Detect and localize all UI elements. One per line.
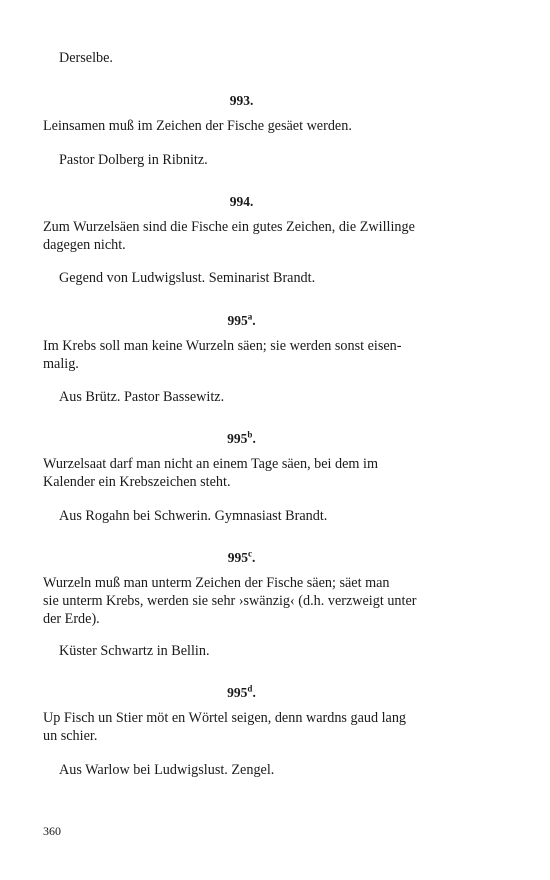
entry-number: 995$^d$. (227, 683, 256, 700)
entry-number: 994. (229, 194, 254, 209)
entry-source: Gegend von Ludwigslust. Seminarist Brandt. (59, 270, 316, 286)
entry-source: Küster Schwartz in Bellin. (59, 643, 210, 659)
entry-text: Zum Wurzelsäen sind die Fische ein gutes Zeichen, die Zwillinge dagegen nicht. (43, 219, 415, 253)
entry-number: 995$^b$. (227, 429, 256, 446)
entry-text: Wurzelsaat darf man nicht an einem Tage säen, bei dem im Kalender ein Krebszeichen steht. (43, 456, 378, 490)
entry-source: Derselbe. (59, 50, 113, 66)
page-number: 360 (43, 824, 61, 838)
entry-text: Leinsamen muß im Zeichen der Fische gesäet werden. (43, 118, 352, 134)
entry-text: Im Krebs soll man keine Wurzeln säen; sie werden sonst eisen- malig. (43, 338, 402, 372)
entry-source: Pastor Dolberg in Ribnitz. (59, 152, 208, 168)
entry-source: Aus Brütz. Pastor Bassewitz. (59, 389, 225, 405)
entry-number: 993. (229, 93, 254, 108)
entry-text: Wurzeln muß man unterm Zeichen der Fische säen; säet man sie unterm Krebs, werden sie sehr ›swänzig‹ (d.h. verzweigt unter der Erde). (43, 575, 417, 627)
entry-number: 995$^a$. (227, 311, 256, 328)
entry-text: Up Fisch un Stier möt en Wörtel seigen, denn wardns gaud lang un schier. (43, 710, 407, 744)
entry-number: 995$^c$. (227, 548, 256, 565)
entry-source: Aus Rogahn bei Schwerin. Gymnasiast Brandt. (59, 508, 328, 524)
entry-source: Aus Warlow bei Ludwigslust. Zengel. (59, 762, 275, 778)
